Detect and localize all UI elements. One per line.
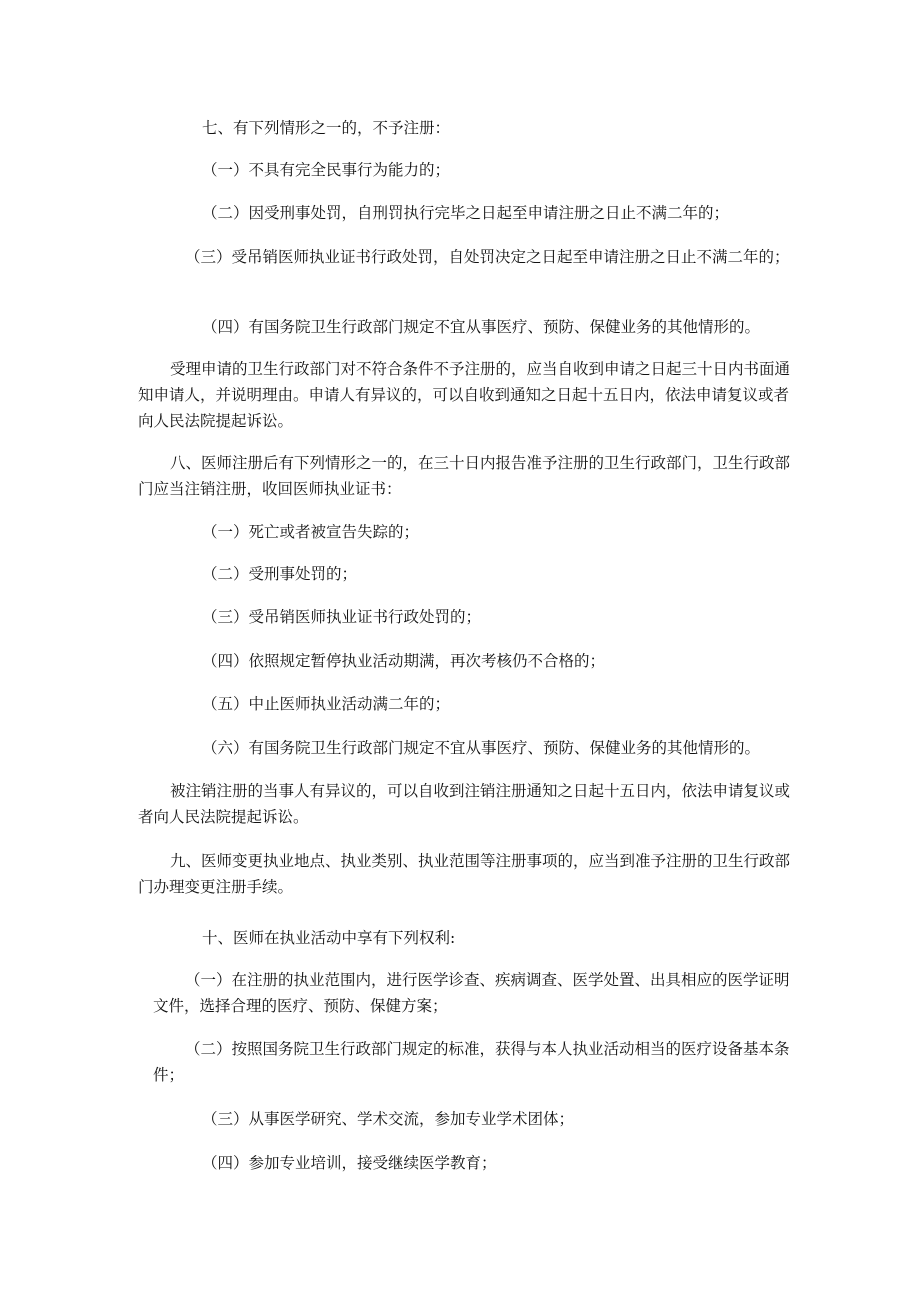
list-item: （三）受吊销医师执业证书行政处罚，自处罚决定之日起至申请注册之日止不满二年的； xyxy=(185,248,790,266)
list-item: （四）有国务院卫生行政部门规定不宜从事医疗、预防、保健业务的其他情形的。 xyxy=(202,318,761,336)
list-item: （四）参加专业培训，接受继续医学教育； xyxy=(202,1154,497,1172)
list-item: （一）死亡或者被宣告失踪的； xyxy=(202,523,420,541)
list-item: （三）受吊销医师执业证书行政处罚的； xyxy=(202,608,482,626)
list-item: （六）有国务院卫生行政部门规定不宜从事医疗、预防、保健业务的其他情形的。 xyxy=(202,739,761,757)
list-item: （三）从事医学研究、学术交流，参加专业学术团体； xyxy=(202,1110,575,1128)
section-heading-10: 十、医师在执业活动中享有下列权利: xyxy=(202,929,456,947)
list-item: （五）中止医师执业活动满二年的； xyxy=(202,695,451,713)
section-heading-9: 九、医师变更执业地点、执业类别、执业范围等注册事项的，应当到准予注册的卫生行政部门办理变更注册手续。 xyxy=(138,852,791,896)
list-item: （四）依照规定暂停执业活动期满，再次考核仍不合格的； xyxy=(202,652,606,670)
list-item: （一）在注册的执业范围内，进行医学诊查、疾病调查、医学处置、出具相应的医学证明文件，选择合理的医疗、预防、保健方案； xyxy=(153,971,790,1015)
list-item: （一）不具有完全民事行为能力的； xyxy=(202,161,451,179)
list-item: （二）受刑事处罚的； xyxy=(202,565,358,583)
list-item: （二）因受刑事处罚，自刑罚执行完毕之日起至申请注册之日止不满二年的； xyxy=(202,204,730,222)
section-heading-7: 七、有下列情形之一的，不予注册： xyxy=(202,119,451,137)
body-paragraph: 被注销注册的当事人有异议的，可以自收到注销注册通知之日起十五日内，依法申请复议或者向人民法院提起诉讼。 xyxy=(138,782,791,826)
body-paragraph: 受理申请的卫生行政部门对不符合条件不予注册的，应当自收到申请之日起三十日内书面通知申请人，并说明理由。申请人有异议的，可以自收到通知之日起十五日内，依法申请复议或者向人民法院提起诉讼。 xyxy=(138,360,791,430)
section-heading-8: 八、医师注册后有下列情形之一的，在三十日内报告准予注册的卫生行政部门，卫生行政部门应当注销注册，收回医师执业证书： xyxy=(138,454,791,498)
list-item: （二）按照国务院卫生行政部门规定的标准，获得与本人执业活动相当的医疗设备基本条件； xyxy=(153,1040,790,1084)
